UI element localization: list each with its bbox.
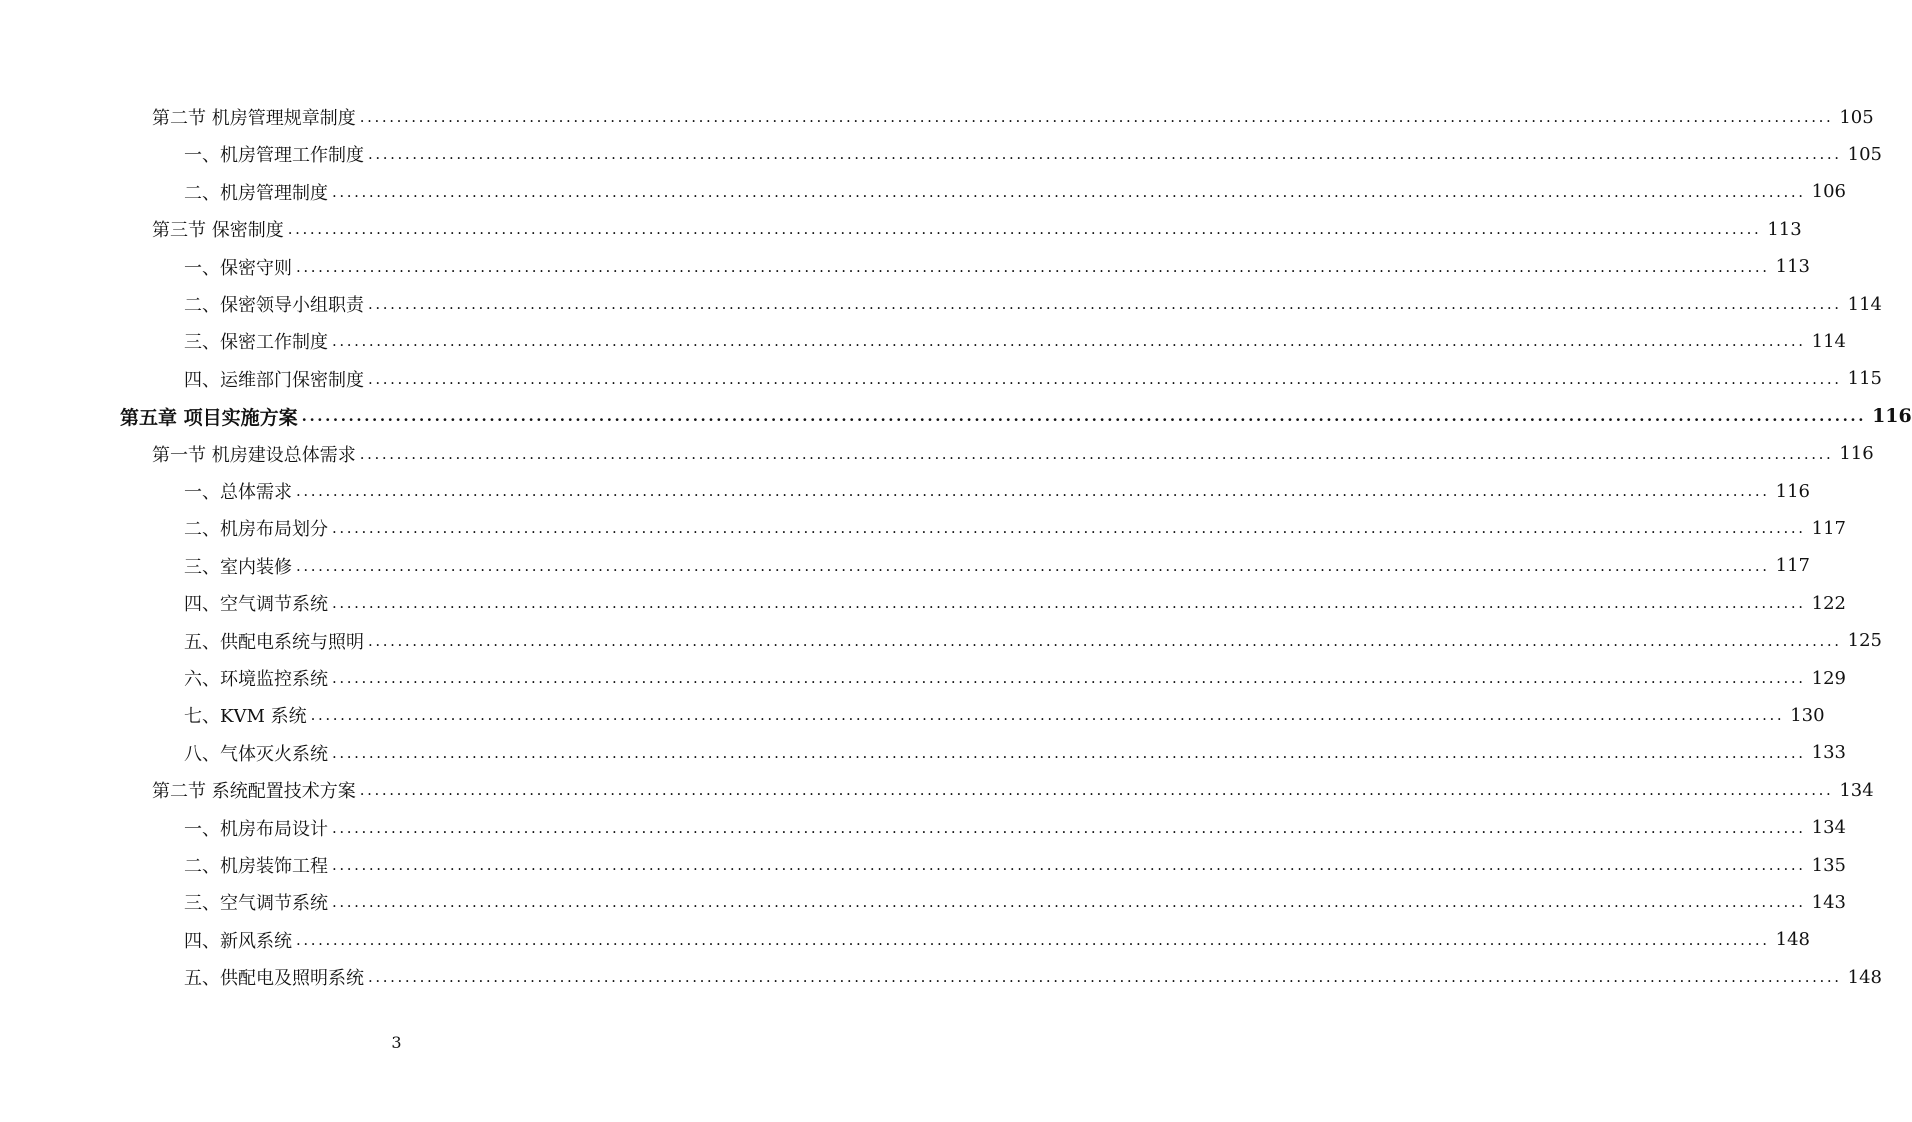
toc-leader-dots: ........................................................................................................................................................................................................	[332, 669, 1806, 687]
toc-entry[interactable]	[184, 511, 1846, 545]
toc-entry-title: 二、机房装饰工程	[184, 856, 328, 877]
toc-entry-title: 二、机房管理制度	[184, 182, 328, 204]
toc-leader-dots: ........................................................................................................................................................................................................	[332, 332, 1806, 351]
toc-entry-page: 114	[1847, 293, 1882, 315]
toc-entry-title: 第二节 机房管理规章制度	[152, 108, 356, 129]
toc-entry-title: 五、供配电及照明系统	[184, 968, 364, 990]
toc-leader-dots: ........................................................................................................................................................................................................	[332, 856, 1806, 874]
toc-entry-page: 114	[1811, 330, 1846, 352]
toc-entry-title: 第五章 项目实施方案	[120, 406, 298, 429]
toc-leader-dots: ........................................................................................................................................................................................................	[296, 556, 1770, 575]
toc-entry-page: 129	[1811, 667, 1846, 689]
toc-leader-dots: ........................................................................................................................................................................................................	[287, 220, 1762, 239]
toc-entry-page: 113	[1775, 256, 1810, 278]
toc-entry-title: 三、室内装修	[184, 556, 292, 578]
toc-leader-dots: ........................................................................................................................................................................................................	[359, 108, 1834, 126]
toc-entry-page: 148	[1847, 966, 1882, 988]
toc-entry[interactable]	[184, 287, 1882, 321]
toc-entry[interactable]	[184, 736, 1846, 770]
toc-entry-page: 116	[1839, 443, 1874, 465]
page-number: 3	[391, 1033, 402, 1052]
toc-entry[interactable]	[184, 137, 1882, 171]
toc-entry-title: 一、保密守则	[184, 257, 292, 279]
toc-leader-dots: ........................................................................................................................................................................................................	[368, 295, 1842, 313]
toc-entry-page: 105	[1839, 106, 1874, 128]
toc-entry-page: 122	[1811, 592, 1846, 614]
toc-entry-page: 106	[1811, 181, 1846, 203]
toc-leader-dots: ........................................................................................................................................................................................................	[301, 407, 1867, 426]
toc-entry[interactable]	[184, 661, 1846, 695]
toc-entry-page: 116	[1775, 480, 1810, 502]
toc-leader-dots: ........................................................................................................................................................................................................	[359, 444, 1834, 463]
toc-entry[interactable]	[184, 811, 1846, 845]
toc-entry[interactable]	[184, 586, 1846, 620]
toc-entry[interactable]	[152, 773, 1874, 807]
toc-entry[interactable]	[184, 175, 1846, 209]
toc-entry-page: 135	[1811, 854, 1846, 876]
toc-leader-dots: ........................................................................................................................................................................................................	[368, 145, 1842, 164]
toc-entry-title: 六、环境监控系统	[184, 669, 328, 690]
toc-entry-page: 125	[1847, 630, 1882, 652]
toc-leader-dots: ........................................................................................................................................................................................................	[359, 781, 1834, 800]
toc-entry[interactable]	[184, 549, 1810, 583]
toc-leader-dots: ........................................................................................................................................................................................................	[296, 257, 1770, 276]
toc-entry[interactable]	[152, 100, 1874, 134]
toc-entry[interactable]	[184, 624, 1882, 658]
toc-entry-title: 三、空气调节系统	[184, 893, 328, 915]
toc-leader-dots: ........................................................................................................................................................................................................	[310, 706, 1785, 725]
toc-entry-page: 134	[1839, 779, 1874, 801]
toc-leader-dots: ........................................................................................................................................................................................................	[332, 594, 1806, 613]
toc-entry-page: 116	[1872, 405, 1912, 428]
toc-entry-page: 117	[1811, 517, 1846, 539]
toc-entry-title: 第二节 系统配置技术方案	[152, 781, 356, 803]
toc-entry-page: 133	[1811, 742, 1846, 764]
toc-entry-page: 134	[1811, 817, 1846, 839]
toc-entry-title: 八、气体灭火系统	[184, 743, 328, 765]
toc-leader-dots: ........................................................................................................................................................................................................	[332, 182, 1806, 201]
toc-entry-title: 五、供配电系统与照明	[184, 631, 364, 653]
toc-entry-page: 105	[1847, 143, 1882, 165]
toc-entry[interactable]	[184, 324, 1846, 358]
toc-leader-dots: ........................................................................................................................................................................................................	[332, 893, 1806, 912]
toc-entry-page: 113	[1767, 218, 1802, 240]
toc-entry-title: 七、KVM 系统	[184, 706, 307, 728]
toc-entry-title: 三、保密工作制度	[184, 332, 328, 354]
toc-entry-title: 二、机房布局划分	[184, 519, 328, 541]
toc-leader-dots: ........................................................................................................................................................................................................	[332, 818, 1806, 837]
toc-leader-dots: ........................................................................................................................................................................................................	[296, 482, 1770, 500]
toc-entry[interactable]	[184, 923, 1810, 957]
toc-entry[interactable]	[184, 960, 1882, 994]
toc-entry[interactable]	[184, 698, 1825, 732]
toc-entry-title: 四、运维部门保密制度	[184, 369, 364, 391]
toc-entry-page: 130	[1790, 704, 1825, 726]
toc-entry-page: 148	[1775, 929, 1810, 951]
toc-entry[interactable]	[184, 474, 1810, 508]
toc-entry-title: 第一节 机房建设总体需求	[152, 444, 356, 466]
toc-entry-title: 四、空气调节系统	[184, 594, 328, 616]
toc-entry-title: 四、新风系统	[184, 930, 292, 952]
toc-entry-page: 117	[1775, 555, 1810, 577]
toc-entry-title: 二、保密领导小组职责	[184, 295, 364, 316]
toc-entry-title: 一、机房管理工作制度	[184, 145, 364, 167]
toc-leader-dots: ........................................................................................................................................................................................................	[368, 369, 1842, 388]
toc-entry[interactable]	[152, 212, 1802, 246]
toc-entry-title: 第三节 保密制度	[152, 220, 284, 242]
toc-entry-title: 一、机房布局设计	[184, 818, 328, 840]
toc-entry[interactable]	[120, 399, 1912, 433]
toc-leader-dots: ........................................................................................................................................................................................................	[332, 743, 1806, 762]
toc-leader-dots: ........................................................................................................................................................................................................	[368, 631, 1842, 650]
toc-entry-page: 143	[1811, 891, 1846, 913]
toc-entry-title: 一、总体需求	[184, 482, 292, 503]
toc-leader-dots: ........................................................................................................................................................................................................	[332, 519, 1806, 538]
toc-leader-dots: ........................................................................................................................................................................................................	[368, 968, 1842, 987]
toc-entry[interactable]	[152, 437, 1874, 471]
toc-entry[interactable]	[184, 250, 1810, 284]
toc-entry[interactable]	[184, 885, 1846, 919]
toc-entry-page: 115	[1847, 368, 1882, 390]
toc-entry[interactable]	[184, 362, 1882, 396]
toc-entry[interactable]	[184, 848, 1846, 882]
toc-leader-dots: ........................................................................................................................................................................................................	[296, 930, 1770, 949]
